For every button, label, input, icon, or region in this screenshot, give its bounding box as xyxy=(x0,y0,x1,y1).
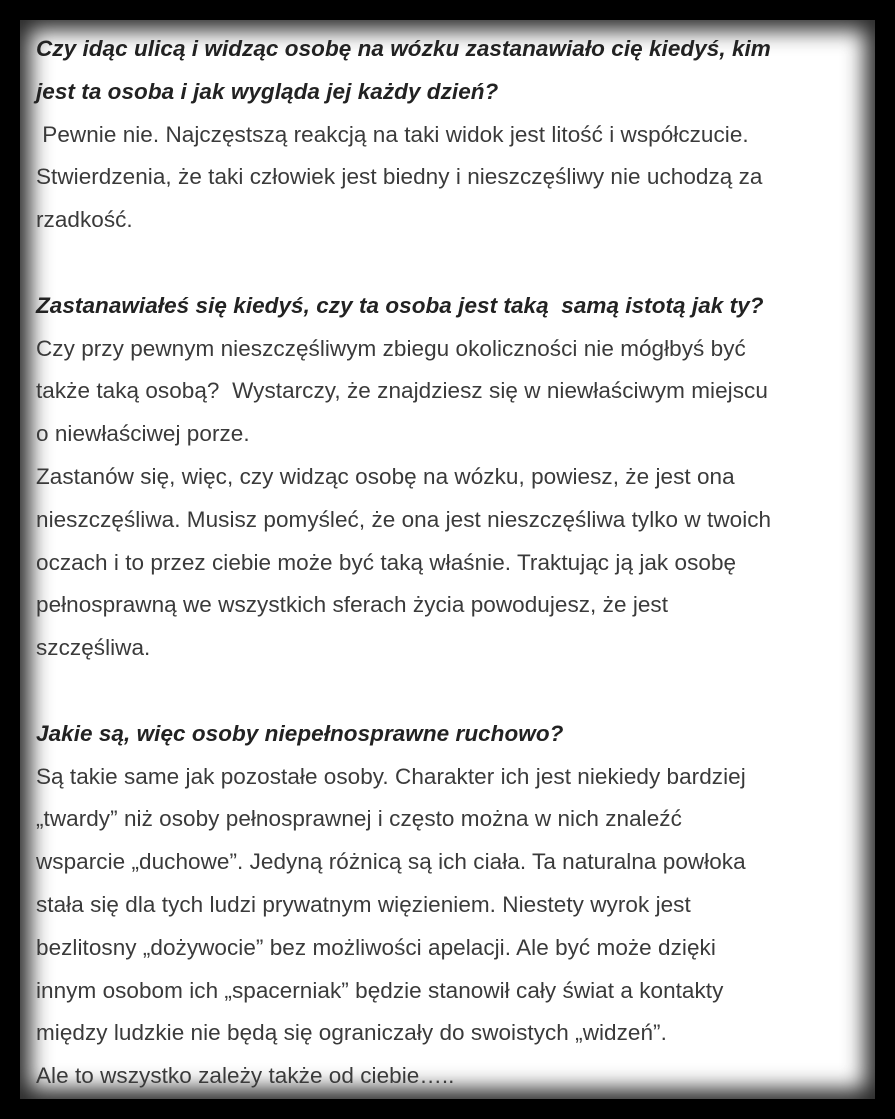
body-line: bezlitosny „dożywocie” bez możliwości apelacji. Ale być może dzięki xyxy=(36,934,716,960)
body-line: także taką osobą? Wystarczy, że znajdziesz się w niewłaściwym miejscu xyxy=(36,378,768,404)
body-line: Ale to wszystko zależy także od ciebie….. xyxy=(36,1063,455,1089)
body-line: Czy przy pewnym nieszczęśliwym zbiegu okoliczności nie mógłbyś być xyxy=(36,335,746,361)
body-line: Pewnie nie. Najczęstszą reakcją na taki widok jest litość i współczucie. xyxy=(36,121,749,147)
body-line: nieszczęśliwa. Musisz pomyśleć, że ona jest nieszczęśliwa tylko w twoich xyxy=(36,506,772,532)
body-line: „twardy” niż osoby pełnosprawnej i często można w nich znaleźć xyxy=(36,806,682,832)
body-line: o niewłaściwej porze. xyxy=(36,421,250,447)
body-line: między ludzkie nie będą się ograniczały do swoistych „widzeń”. xyxy=(36,1020,667,1046)
question-line: Jakie są, więc osoby niepełnosprawne ruchowo? xyxy=(36,720,564,746)
body-line: stała się dla tych ludzi prywatnym więzieniem. Niestety wyrok jest xyxy=(36,891,691,917)
section-1 xyxy=(36,28,866,242)
body-line: Stwierdzenia, że taki człowiek jest biedny i nieszczęśliwy nie uchodzą za xyxy=(36,164,763,190)
body-line: Zastanów się, więc, czy widząc osobę na wózku, powiesz, że jest ona xyxy=(36,463,735,489)
paragraph-gap xyxy=(36,670,866,713)
question-line: jest ta osoba i jak wygląda jej każdy dzień? xyxy=(36,78,499,104)
section-2 xyxy=(36,285,866,670)
question-line: Zastanawiałeś się kiedyś, czy ta osoba jest taką samą istotą jak ty? xyxy=(36,292,764,318)
body-line: innym osobom ich „spacerniak” będzie stanowił cały świat a kontakty xyxy=(36,977,724,1003)
body-line: szczęśliwa. xyxy=(36,635,151,661)
question-line: Czy idąc ulicą i widząc osobę na wózku zastanawiało cię kiedyś, kim xyxy=(36,36,771,61)
section-3 xyxy=(36,713,866,1098)
body-line: pełnosprawną we wszystkich sferach życia powodujesz, że jest xyxy=(36,592,669,618)
body-line: Są takie same jak pozostałe osoby. Charakter ich jest niekiedy bardziej xyxy=(36,763,746,789)
body-line: rzadkość. xyxy=(36,207,133,233)
body-line: oczach i to przez ciebie może być taką właśnie. Traktując ją jak osobę xyxy=(36,549,737,575)
article-content xyxy=(36,28,866,1098)
body-line: wsparcie „duchowe”. Jedyną różnicą są ich ciała. Ta naturalna powłoka xyxy=(36,849,746,875)
paragraph-gap xyxy=(36,242,866,285)
